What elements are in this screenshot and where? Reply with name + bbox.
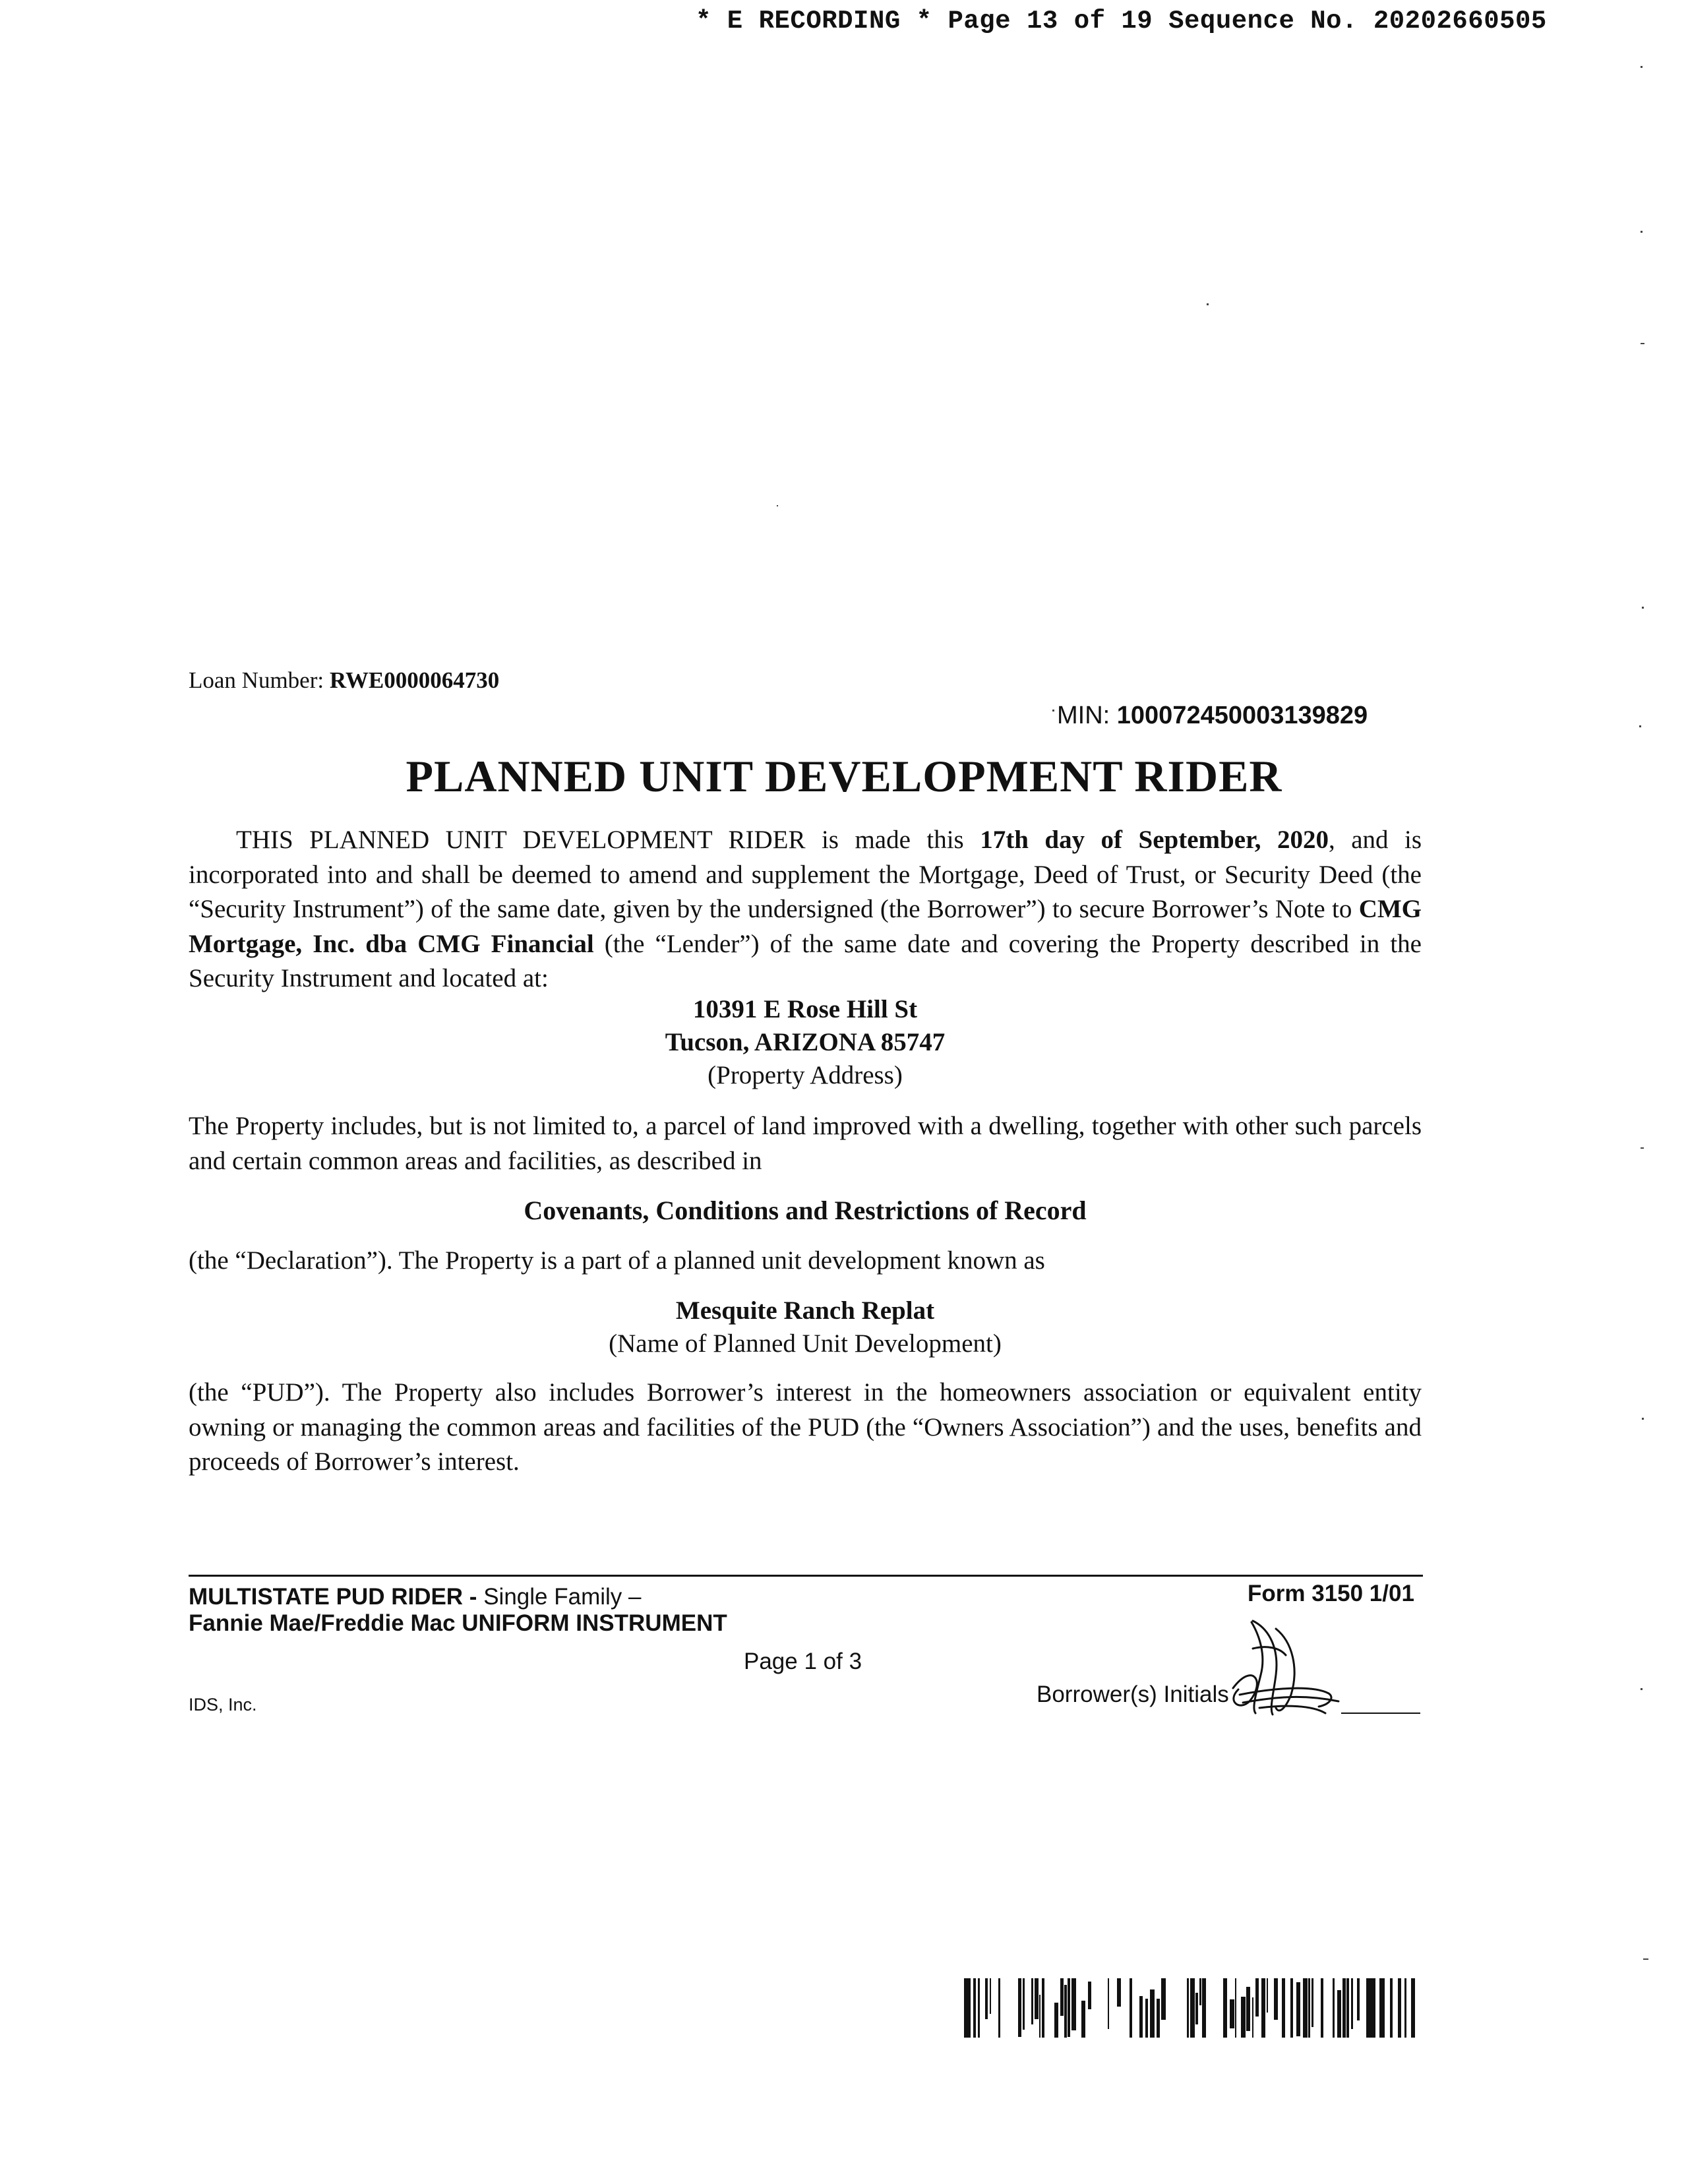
address-line-2: Tucson, ARIZONA 85747 bbox=[665, 1028, 946, 1056]
scan-speck bbox=[1641, 1147, 1644, 1149]
scan-speck bbox=[1642, 607, 1644, 609]
min-label: MIN: bbox=[1057, 702, 1110, 729]
min-number bbox=[1057, 702, 1368, 730]
property-description bbox=[189, 1109, 1422, 1178]
footer-rider-bold: MULTISTATE PUD RIDER - bbox=[189, 1584, 484, 1610]
loan-number-value: RWE0000064730 bbox=[329, 667, 500, 693]
pud-paragraph bbox=[189, 1376, 1422, 1480]
barcode-image bbox=[964, 1978, 1418, 2038]
address-line-1: 10391 E Rose Hill St bbox=[692, 995, 918, 1023]
scan-speck bbox=[777, 505, 778, 506]
initials-signature bbox=[1213, 1609, 1345, 1728]
recording-header: * E RECORDING * Page 13 of 19 Sequence No. 20202660505 bbox=[696, 7, 1547, 36]
footer-rider-type bbox=[189, 1584, 641, 1610]
scan-speck bbox=[1642, 1418, 1644, 1420]
pud-paragraph-text: (the “PUD”). The Property also includes Borrower’s interest in the homeowners association or equivalent entity owning or managing the common areas and facilities of the PUD (the “Owners Association”) and the uses, benefits and proceeds of Borrower’s interest. bbox=[189, 1378, 1422, 1476]
rider-date: 17th day of September, 2020 bbox=[980, 826, 1329, 854]
lender-name: CMG Mortgage, Inc. dba CMG Financial bbox=[189, 895, 1422, 958]
page-number: Page 1 of 3 bbox=[744, 1649, 862, 1674]
min-value: 100072450003139829 bbox=[1116, 702, 1368, 729]
footer-rider-rest: Single Family – bbox=[483, 1584, 642, 1610]
document-title: PLANNED UNIT DEVELOPMENT RIDER bbox=[406, 751, 1282, 801]
pud-name-caption: (Name of Planned Unit Development) bbox=[609, 1329, 1002, 1358]
loan-number-label: Loan Number: bbox=[189, 667, 324, 693]
initials-label: Borrower(s) Initials bbox=[1037, 1682, 1229, 1707]
scan-speck bbox=[1641, 1688, 1643, 1690]
scan-speck bbox=[1641, 66, 1643, 68]
declaration-line bbox=[189, 1244, 1422, 1279]
loan-number bbox=[189, 667, 499, 694]
intro-text-1: THIS PLANNED UNIT DEVELOPMENT RIDER is made this bbox=[236, 826, 980, 854]
scan-speck bbox=[1641, 231, 1643, 233]
ids-label: IDS, Inc. bbox=[189, 1695, 257, 1714]
scan-speck bbox=[1207, 303, 1209, 305]
scan-speck bbox=[1641, 343, 1644, 344]
pud-name-block bbox=[189, 1294, 1422, 1360]
property-address bbox=[189, 993, 1422, 1092]
property-description-text: The Property includes, but is not limited to, a parcel of land improved with a dwelling, together with other such parcels and certain common areas and facilities, as described in bbox=[189, 1112, 1422, 1175]
scan-speck bbox=[1643, 1958, 1648, 1960]
intro-paragraph bbox=[189, 823, 1422, 996]
intro-text-3: (the “Lender”) of the same date and covering the Property described in the Security Instrument and located at: bbox=[189, 929, 1422, 992]
form-number: Form 3150 1/01 bbox=[1248, 1581, 1414, 1606]
declaration-name: Covenants, Conditions and Restrictions of Record bbox=[524, 1196, 1087, 1225]
declaration-line-text: (the “Declaration”). The Property is a part of a planned unit development known as bbox=[189, 1246, 1045, 1275]
pud-name: Mesquite Ranch Replat bbox=[675, 1296, 935, 1325]
scan-speck bbox=[1052, 710, 1054, 712]
address-caption: (Property Address) bbox=[708, 1061, 903, 1089]
footer-divider bbox=[189, 1575, 1423, 1577]
initials-blank-line bbox=[1341, 1713, 1420, 1714]
scan-speck bbox=[1639, 725, 1641, 727]
intro-text-2: , and is incorporated into and shall be deemed to amend and supplement the Mortgage, Deed of Trust, or Security Deed (the “Security Instrument”) of the same date, given by the undersigned (the Borrower”) to secure Borrower’s Note to bbox=[189, 826, 1422, 923]
footer-instrument: Fannie Mae/Freddie Mac UNIFORM INSTRUMENT bbox=[189, 1610, 727, 1636]
